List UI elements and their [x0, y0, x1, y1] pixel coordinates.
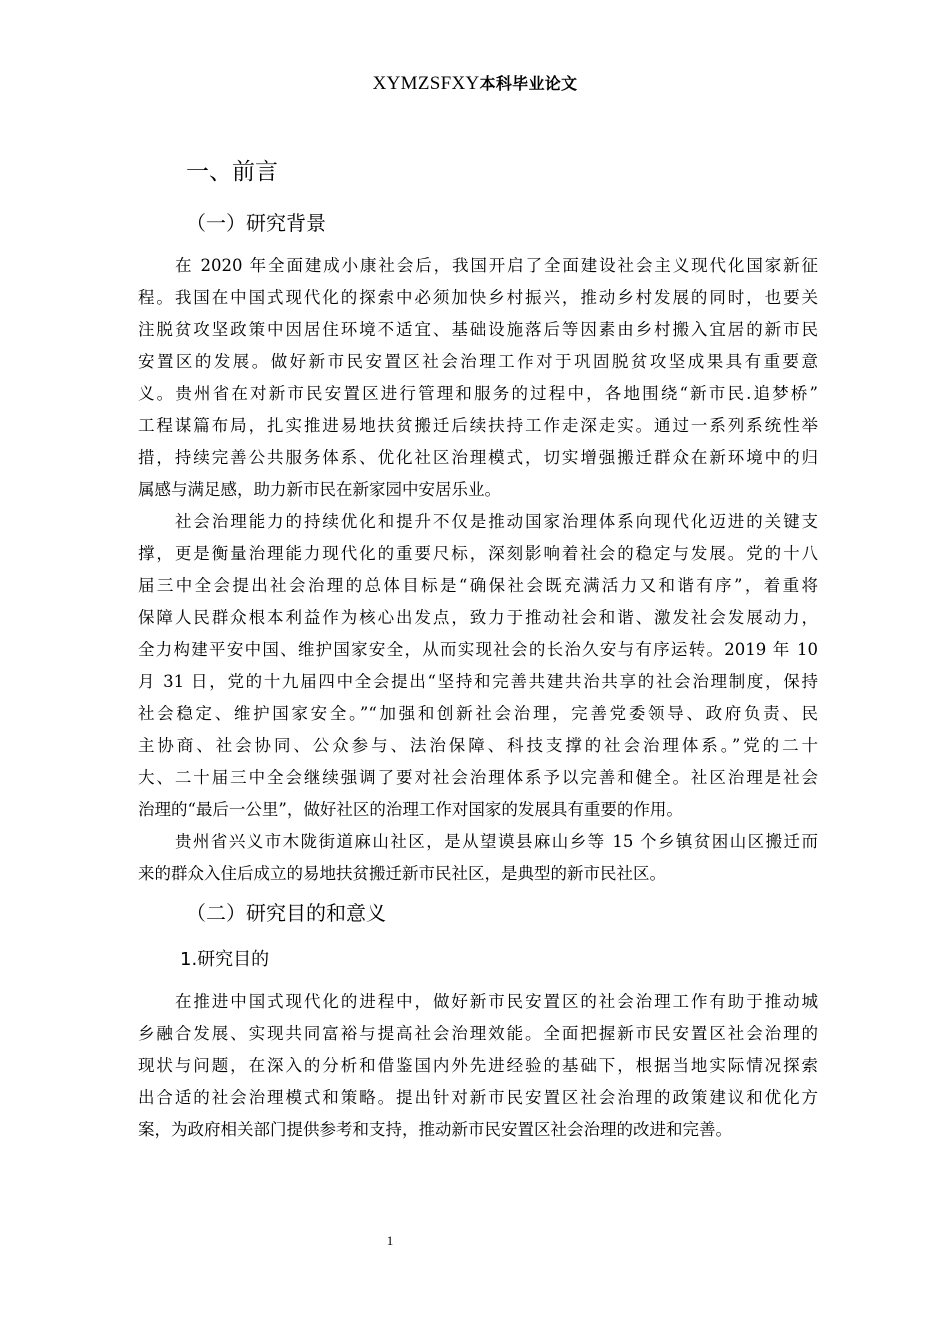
paragraph-line: 社会稳定、维护国家安全。”“加强和创新社会治理，完善党委领导、政府负责、民	[138, 704, 818, 723]
paragraph-line: 出合适的社会治理模式和策略。提出针对新市民安置区社会治理的政策建议和优化方	[138, 1088, 818, 1107]
paragraph-research-purpose	[138, 986, 818, 1146]
paragraph-line: 贵州省兴义市木陇街道麻山社区，是从望谟县麻山乡等 15 个乡镇贫困山区搬迁而	[175, 832, 818, 851]
paragraph-line: 注脱贫攻坚政策中因居住环境不适宜、基础设施落后等因素由乡村搬入宜居的新市民	[138, 320, 818, 339]
paragraph-line: 治理的“最后一公里”，做好社区的治理工作对国家的发展具有重要的作用。	[138, 800, 683, 819]
paragraph-line: 大、二十届三中全会继续强调了要对社会治理体系予以完善和健全。社区治理是社会	[138, 768, 818, 787]
paragraph-line: 义。贵州省在对新市民安置区进行管理和服务的过程中，各地围绕“新市民.追梦桥”	[138, 384, 818, 403]
paragraph-line: 月 31 日，党的十九届四中全会提出“坚持和完善共建共治共享的社会治理制度，保持	[138, 672, 818, 691]
paragraph-line: 全力构建平安中国、维护国家安全，从而实现社会的长治久安与有序运转。2019 年 10	[138, 640, 818, 659]
paragraph-line: 现状与问题，在深入的分析和借鉴国内外先进经验的基础下，根据当地实际情况探索	[138, 1056, 818, 1075]
section-heading-preface: 一、前言	[186, 159, 278, 185]
paragraph-line: 社会治理能力的持续优化和提升不仅是推动国家治理体系向现代化迈进的关键支	[175, 512, 818, 531]
paragraph-line: 主协商、社会协同、公众参与、法治保障、科技支撑的社会治理体系。”党的二十	[138, 736, 818, 755]
paragraph-line: 届三中全会提出社会治理的总体目标是“确保社会既充满活力又和谐有序”，着重将	[138, 576, 818, 595]
paragraph-line: 乡融合发展、实现共同富裕与提高社会治理效能。全面把握新市民安置区社会治理的	[138, 1024, 818, 1043]
running-header	[0, 72, 950, 96]
paragraph-background-1	[138, 250, 818, 506]
paragraph-line: 措，持续完善公共服务体系、优化社区治理模式，切实增强搬迁群众在新环境中的归	[138, 448, 818, 467]
paragraph-line: 在推进中国式现代化的进程中，做好新市民安置区的社会治理工作有助于推动城	[175, 992, 818, 1011]
paragraph-line: 来的群众入住后成立的易地扶贫搬迁新市民社区，是典型的新市民社区。	[138, 864, 666, 883]
item-heading-research-purpose: 1.研究目的	[180, 949, 270, 970]
page-number: 1	[386, 1233, 394, 1248]
paragraph-line: 保障人民群众根本利益作为核心出发点，致力于推动社会和谐、激发社会发展动力，	[138, 608, 818, 627]
paragraph-line: 程。我国在中国式现代化的探索中必须加快乡村振兴，推动乡村发展的同时，也要关	[138, 288, 818, 307]
paragraph-line: 工程谋篇布局，扎实推进易地扶贫搬迁后续扶持工作走深走实。通过一系列系统性举	[138, 416, 818, 435]
paragraph-line: 在 2020 年全面建成小康社会后，我国开启了全面建设社会主义现代化国家新征	[175, 256, 818, 275]
paragraph-line: 案，为政府相关部门提供参考和支持，推动新市民安置区社会治理的改进和完善。	[138, 1120, 732, 1139]
paragraph-background-3	[138, 826, 818, 890]
paragraph-line: 安置区的发展。做好新市民安置区社会治理工作对于巩固脱贫攻坚成果具有重要意	[138, 352, 818, 371]
paragraph-background-2	[138, 506, 818, 826]
subsection-heading-purpose-significance: （二）研究目的和意义	[186, 901, 386, 925]
header-title: 本科毕业论文	[479, 74, 578, 93]
header-code: XYMZSFXY	[372, 73, 480, 94]
paragraph-line: 撑，更是衡量治理能力现代化的重要尺标，深刻影响着社会的稳定与发展。党的十八	[138, 544, 818, 563]
paragraph-line: 属感与满足感，助力新市民在新家园中安居乐业。	[138, 480, 501, 499]
subsection-heading-background: （一）研究背景	[186, 211, 326, 235]
